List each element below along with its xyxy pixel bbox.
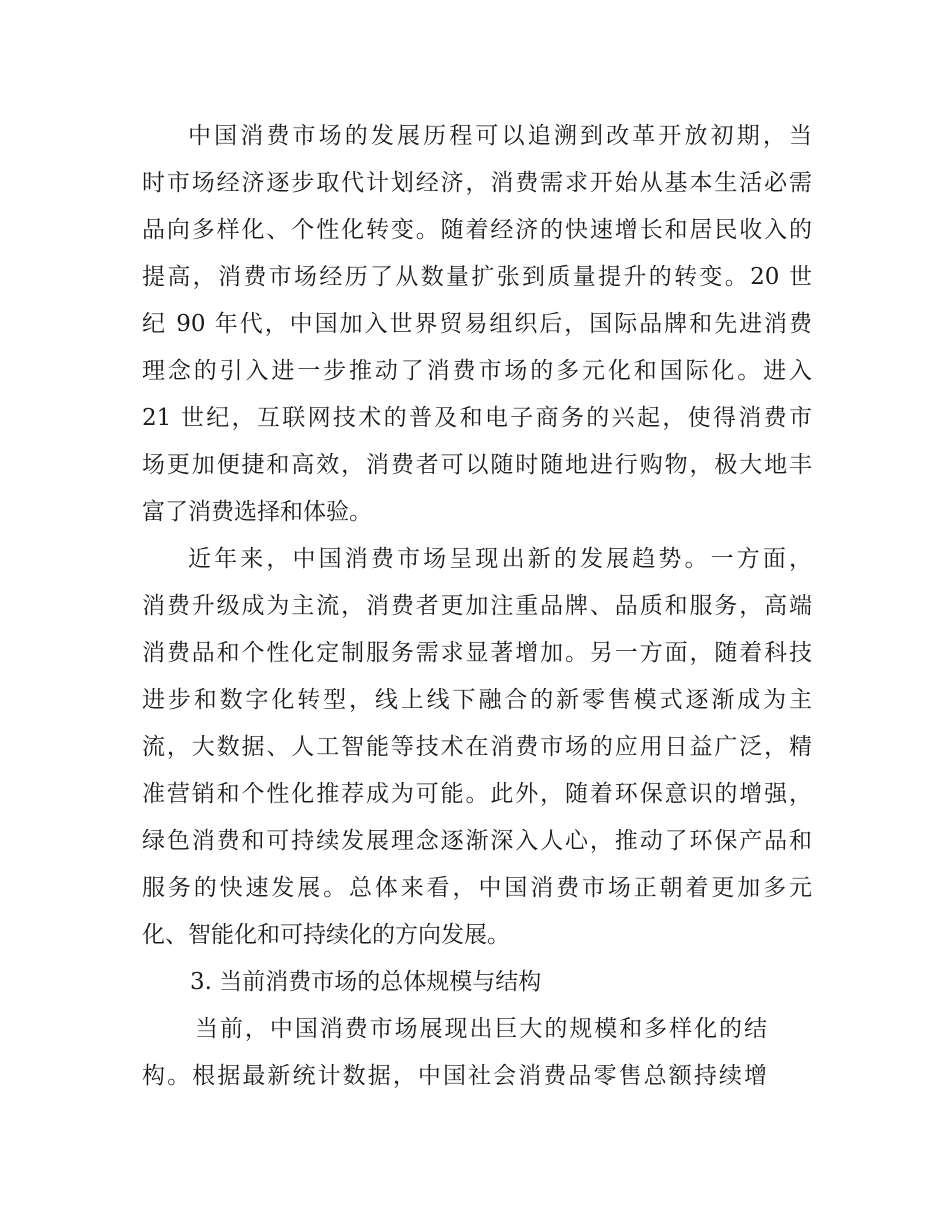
text-line: 绿色消费和可持续发展理念逐渐深入人心，推动了环保产品和 [142,828,812,854]
text-line: 近年来，中国消费市场呈现出新的发展趋势。一方面， [188,546,812,572]
text-line: 消费升级成为主流，消费者更加注重品牌、品质和服务，高端 [142,593,812,619]
text-line: 进步和数字化转型，线上线下融合的新零售模式逐渐成为主 [142,687,812,713]
text-line: 中国消费市场的发展历程可以追溯到改革开放初期，当 [188,123,812,149]
text-line: 理念的引入进一步推动了消费市场的多元化和国际化。进入 [142,358,812,384]
text-line: 化、智能化和可持续化的方向发展。 [142,922,510,948]
text-line: 21 世纪，互联网技术的普及和电子商务的兴起，使得消费市 [142,405,812,431]
text-line: 品向多样化、个性化转变。随着经济的快速增长和居民收入的 [142,217,812,243]
text-line: 服务的快速发展。总体来看，中国消费市场正朝着更加多元 [142,875,812,901]
text-line: 构。根据最新统计数据，中国社会消费品零售总额持续增 [142,1063,767,1089]
text-line: 时市场经济逐步取代计划经济，消费需求开始从基本生活必需 [142,170,812,196]
text-line: 提高，消费市场经历了从数量扩张到质量提升的转变。20 世 [142,264,812,290]
text-line: 流，大数据、人工智能等技术在消费市场的应用日益广泛，精 [142,734,812,760]
text-line: 纪 90 年代，中国加入世界贸易组织后，国际品牌和先进消费 [142,311,812,337]
text-line: 准营销和个性化推荐成为可能。此外，随着环保意识的增强， [142,781,812,807]
section-heading: 3. 当前消费市场的总体规模与结构 [190,969,542,995]
text-line: 消费品和个性化定制服务需求显著增加。另一方面，随着科技 [142,640,812,666]
text-line: 场更加便捷和高效，消费者可以随时随地进行购物，极大地丰 [142,452,812,478]
text-line: 当前，中国消费市场展现出巨大的规模和多样化的结 [195,1016,767,1042]
text-line: 富了消费选择和体验。 [142,499,372,525]
